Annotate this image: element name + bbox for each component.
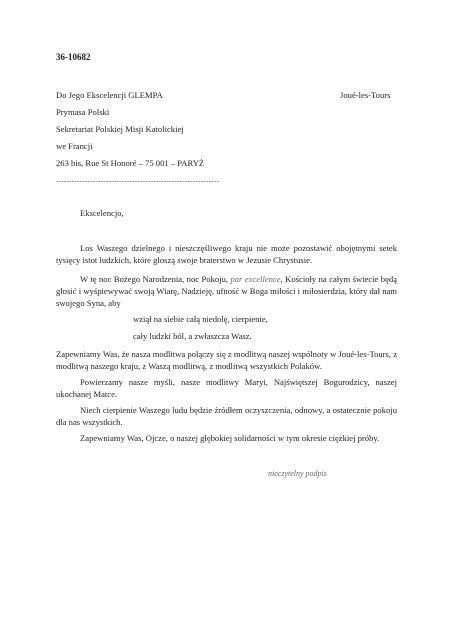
paragraph-2-start: W tę noc Bożego Narodzenia, noc Pokoju, [80, 274, 231, 284]
recipient-line-3: Sekretariat Polskiej Misji Katolickiej [56, 124, 184, 134]
paragraph-4-text: Powierzamy nasze myśli, nasze modlitwy Maryi, Najświętszej Bogurodzicy, naszej ukochanej Matce. [56, 377, 397, 399]
recipient-line-1: Do Jego Ekscelencji GLEMPA [56, 90, 163, 100]
paragraph-2-end: , Kościoły na całym świecie będą głosić i wyśpiewywać swoją Wiarę, Nadzieję, ufność w Boga miłości i miłosierdzia, który dał nam swojego Syna, aby [56, 274, 397, 308]
place-name: Joué-les-Tours [340, 90, 391, 100]
recipient-line-5: 263 bis, Rue St Honoré – 75 001 – PARYŻ [56, 158, 205, 168]
paragraph-2-text [56, 273, 397, 309]
paragraph-2 [56, 273, 397, 309]
separator-line: -------------------------------------------------------------- [56, 177, 220, 185]
salutation: Ekscelencjo, [80, 208, 124, 218]
paragraph-3 [56, 348, 397, 372]
reference-number: 36-10682 [56, 52, 91, 62]
paragraph-1 [56, 242, 397, 266]
paragraph-4 [56, 376, 397, 400]
paragraph-1-text: Los Waszego dzielnego i nieszczęśliwego kraju nie może pozostawić obojętnymi setek tysięcy istot ludzkich, które głoszą swoje braterstwo w Jezusie Chrystusie. [56, 243, 397, 265]
quote-line-1: wziął na siebie całą niedolę, cierpienie, [133, 314, 268, 324]
paragraph-5 [56, 404, 397, 428]
quote-line-2: cały ludzki ból, a zwłaszcza Wasz. [133, 331, 252, 341]
paragraph-2-italic: par excellence [230, 274, 281, 284]
recipient-line-4: we Francji [56, 141, 93, 151]
paragraph-5-text: Niech cierpienie Waszego ludu będzie źródłem oczyszczenia, odnowy, a ostatecznie pokoju dla nas wszystkich. [56, 405, 397, 427]
paragraph-6 [56, 432, 397, 444]
paragraph-3-text: Zapewniamy Was, że nasza modlitwa połączy się z modlitwą naszej wspólnoty w Joué-les-Tours, z modlitwą naszego kraju, z Waszą modlitwą, z modlitwą wszystkich Polaków. [56, 349, 398, 371]
recipient-line-2: Prymasa Polski [56, 107, 110, 117]
paragraph-6-text: Zapewniamy Was, Ojcze, o naszej głębokiej solidarności w tym okresie ciężkiej próby. [80, 433, 380, 443]
signature-note: nieczytelny podpis [268, 469, 327, 478]
